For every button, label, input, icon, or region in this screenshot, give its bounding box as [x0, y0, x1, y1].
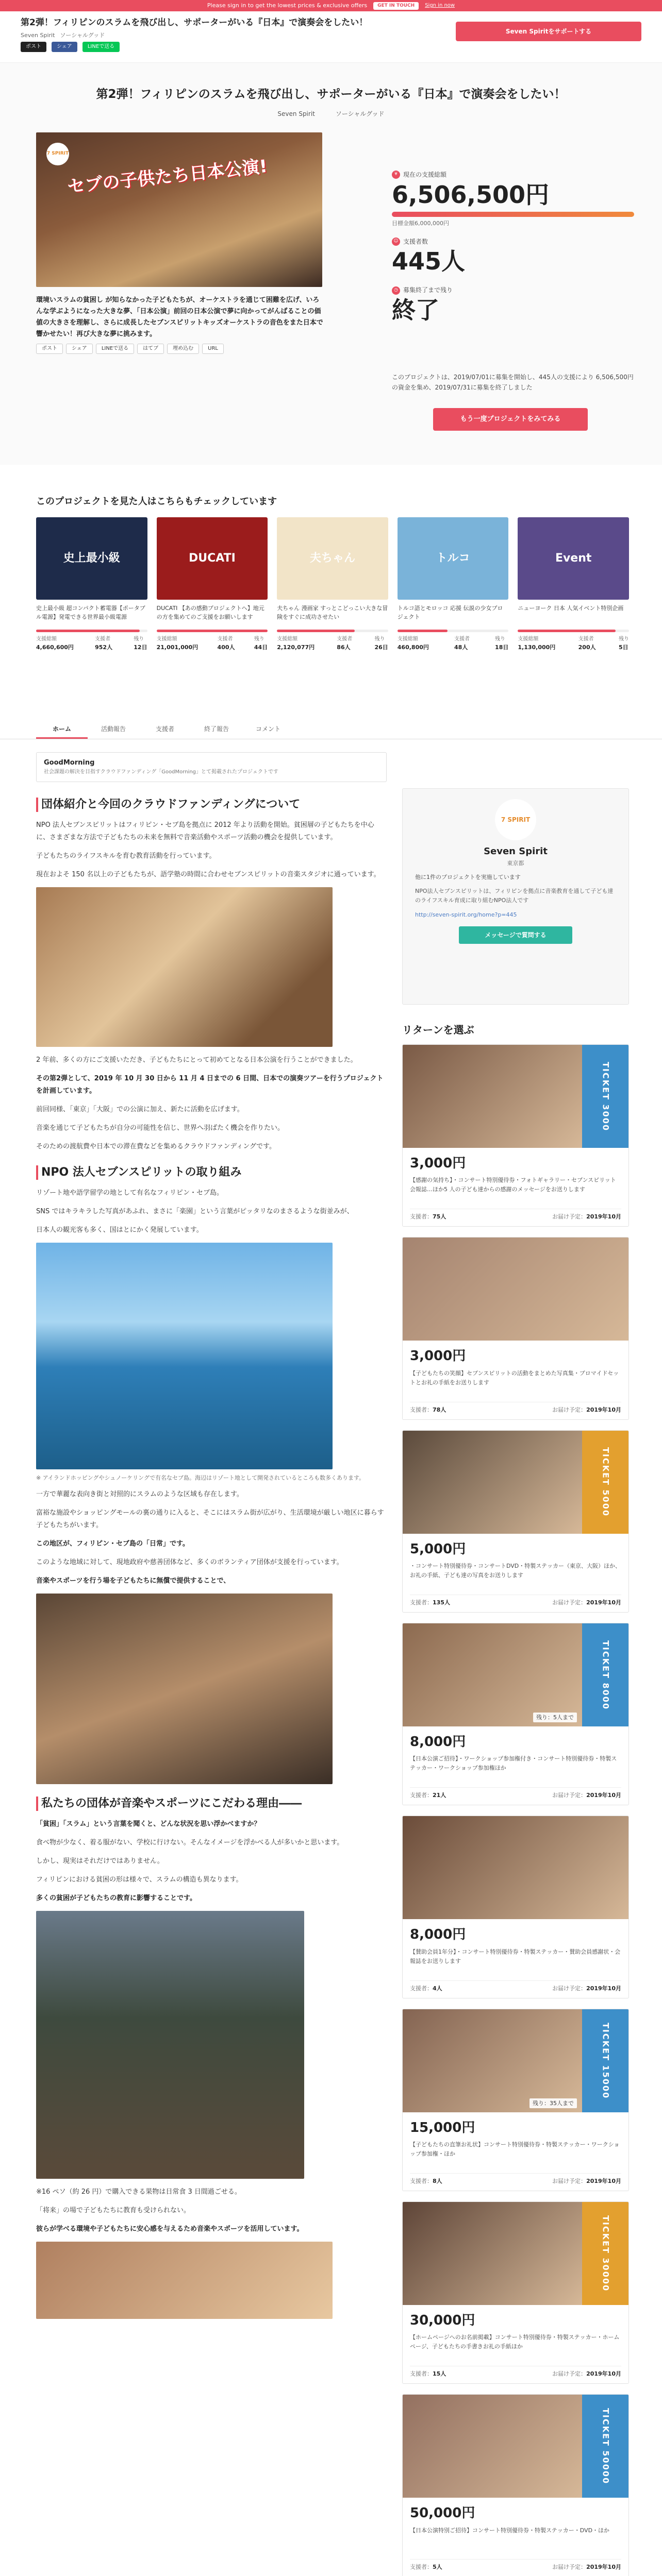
recommend-progress-fill — [36, 630, 140, 632]
body-paragraph: 彼らが学べる環境や子どもたちに安心感を与えるため音楽やスポーツを活用しています。 — [36, 2225, 304, 2233]
project-description: 環境いスラムの貧困し が知らなかった子どもたちが、オーケストラを通じて困難を広げ、いろんな学ぶようになった大きな夢、「日本公演」前回の日本公演で夢に向かってがんばることの価値の大きさを理解し、さらに成長したセブンスピリットキッズオーケストラの音色をまた日本で響かせたい！再び大きな夢に挑みます。 — [36, 296, 323, 338]
cebu-sea-photo — [36, 1243, 333, 1469]
promo-text: Please sign in to get the lowest prices & exclusive offers — [207, 2, 368, 9]
reward-supporters: 支援者：75人 — [410, 1213, 446, 1221]
header-org[interactable]: Seven Spirit — [21, 32, 55, 39]
header-line-button[interactable]: LINEで送る — [82, 42, 120, 52]
reward-limit: 残り：5人まで — [533, 1713, 577, 1722]
goodmorning-title: GoodMorning — [44, 759, 95, 767]
recommend-amount: 支援総額 2,120,077円 — [277, 636, 315, 651]
project-meta — [31, 109, 631, 119]
recommend-thumb-label: 夫ちゃん — [309, 551, 355, 565]
reward-description: 【子どもたちの笑顔】セブンスピリットの活動をまとめた写真集・ブロマイドセットとお礼の手紙をお送りします — [410, 1369, 619, 1386]
reward-description: 【ホームページへのお名前掲載】コンサート特別優待券・特製ステッカー・ホームページ、子どもたちの手書きお礼の手紙ほか — [410, 2334, 620, 2350]
reward-body — [403, 1726, 628, 1805]
bottom-photo — [36, 2242, 333, 2319]
project-title: 第2弾！フィリピンのスラムを飛び出し、サポーターがいる『日本』で演奏会をしたい！ — [96, 88, 566, 101]
header-share-button[interactable]: シェア — [52, 42, 77, 52]
recommend-amount: 支援総額 1,130,000円 — [518, 636, 556, 651]
recommend-remaining: 残り 26日 — [374, 636, 388, 651]
reward-image — [403, 1238, 628, 1341]
message-question-button[interactable]: メッセージで質問する — [459, 926, 572, 944]
reward-body — [403, 2498, 628, 2576]
organizer-website-link[interactable]: http://seven-spirit.org/home?p=445 — [415, 911, 517, 918]
reward-ticket-badge: TICKET 50000 — [582, 2395, 628, 2498]
organizer-location: 東京都 — [507, 859, 524, 867]
body-paragraph: 現在およそ 150 名以上の子どもたちが、語学塾の時間に合わせセブンスピリットの音楽スタジオに通っています。 — [36, 870, 380, 878]
body-paragraph: その第2弾として、2019 年 10 月 30 日から 11 月 4 日までの 6 日間、日本での演奏ツアーを行うプロジェクトを計画しています。 — [36, 1074, 384, 1095]
reward-footer — [410, 1980, 621, 1993]
rewards-list — [402, 1044, 629, 2576]
raised-label: ¥ 現在の支援総額 — [392, 170, 634, 180]
reward-limit: 残り：35人まで — [529, 2098, 577, 2108]
recommend-progress-fill — [518, 630, 616, 632]
reward-card[interactable] — [402, 1430, 629, 1613]
seven-spirit-logo: 7 SPIRIT — [46, 143, 69, 165]
recommend-stats — [518, 635, 629, 652]
recommend-thumbnail[interactable] — [36, 517, 147, 600]
reward-delivery: お届け予定：2019年10月 — [552, 2178, 621, 2185]
reward-image — [403, 2395, 628, 2498]
recommend-thumb-label: DUCATI — [188, 551, 236, 565]
time-label: ◷ 募集終了まで残り — [392, 285, 634, 295]
recommend-amount: 支援総額 21,001,000円 — [156, 636, 198, 651]
reward-description: 【日本公演ご招待】・ワークショップ参加権付き・コンサート特別優待券・特製ステッカー・ワークショップ参加権ほか — [410, 1755, 617, 1772]
share-facebook-button[interactable]: シェア — [66, 344, 93, 354]
recommend-stats — [398, 635, 509, 652]
backers-count: 445人 — [392, 247, 466, 276]
reward-description: 【日本公演特別ご招待】コンサート特別優待券・特製ステッカー・DVD・ほか — [410, 2527, 610, 2534]
goal-amount: 目標金額6,000,000円 — [392, 219, 449, 227]
reward-delivery: お届け予定：2019年10月 — [552, 1985, 621, 1992]
reward-body — [403, 1919, 628, 1997]
share-url-button[interactable]: URL — [202, 344, 224, 354]
tab-comments[interactable]: コメント — [255, 725, 280, 733]
recommend-thumb-label: トルコ — [436, 551, 470, 565]
photo-caption: ※ アイランドホッピングやシュノーケリングで有名なセブ島。海辺はリゾート地として開発されているところも数多くあります。 — [36, 1474, 365, 1481]
reward-delivery: お届け予定：2019年10月 — [552, 1792, 621, 1799]
reward-ticket-badge: TICKET 15000 — [582, 2009, 628, 2112]
header-share-row — [21, 42, 641, 52]
body-paragraph: リゾート地や語学留学の地として有名なフィリピン・セブ島。 — [36, 1189, 223, 1197]
body-paragraph: NPO 法人セブンスピリットはフィリピン・セブ島を拠点に 2012 年より活動を開始。貧困層の子どもたちを中心に、さまざまな方法で子どもたちの未来を無料で音楽活動やスポーツ活動の機会を提供しています。 — [36, 821, 374, 841]
backers-label: ☺ 支援者数 — [392, 237, 634, 247]
reward-ticket-badge: TICKET 5000 — [582, 1431, 628, 1534]
reward-body — [403, 1534, 628, 1612]
recommend-stats — [157, 635, 268, 652]
reward-card[interactable] — [402, 2394, 629, 2576]
recommend-backers: 支援者 200人 — [578, 636, 596, 651]
project-hero — [0, 63, 662, 465]
project-tabs — [0, 719, 662, 739]
project-banner-text: セブの子供たち日本公演! — [66, 156, 269, 198]
recommend-thumb-label: 史上最小級 — [63, 551, 120, 565]
promo-cta-button[interactable]: GET IN TOUCH — [373, 2, 419, 10]
body-paragraph: 子どもたちのライフスキルを育む教育活動を行っています。 — [36, 852, 216, 860]
goodmorning-text: 社会課題の解決を目指すクラウドファンディング「GoodMorning」とて掲載されたプロジェクトです — [44, 769, 278, 775]
organizer-name[interactable]: Seven Spirit — [484, 846, 548, 857]
recommend-amount: 支援総額 4,660,600円 — [36, 636, 74, 651]
recommend-thumbnail[interactable] — [398, 517, 509, 600]
recommend-stats — [36, 635, 147, 652]
body-paragraph: 音楽やスポーツを行う場を子どもたちに無償で提供することで、 — [36, 1577, 230, 1585]
rewards-heading: リターンを選ぶ — [402, 1024, 474, 1036]
recommend-title[interactable]: ニューヨーク 日本 人気イベント特別企画 — [518, 604, 624, 612]
recommend-card[interactable] — [398, 517, 509, 652]
reward-image — [403, 2009, 628, 2112]
reward-description: 【子どもたちの直筆お礼状】コンサート特別優待券・特製ステッカー・ワークショップ参加権・ほか — [410, 2141, 620, 2158]
project-owner[interactable]: Seven Spirit — [277, 110, 315, 117]
recommend-progress — [398, 630, 509, 632]
reward-delivery: お届け予定：2019年10月 — [552, 1213, 621, 1221]
body-paragraph: 食べ物が少なく、着る服がない、学校に行けない。そんなイメージを浮かべる人が多いかと思います。 — [36, 1838, 344, 1846]
reward-body — [403, 1148, 628, 1226]
project-body — [36, 752, 387, 2326]
body-paragraph: 前回同様、「東京」「大阪」での公演に加え、新たに活動を広げます。 — [36, 1105, 244, 1113]
reward-delivery: お届け予定：2019年10月 — [552, 2563, 621, 2570]
reward-supporters: 支援者：8人 — [410, 2178, 442, 2185]
reward-delivery: お届け予定：2019年10月 — [552, 1599, 621, 1606]
header-title: 第2弾！フィリピンのスラムを飛び出し、サポーターがいる『日本』で演奏会をしたい！ — [21, 18, 368, 28]
tab-home[interactable]: ホーム — [36, 719, 88, 739]
header-support-button[interactable]: Seven Spiritをサポートする — [456, 22, 641, 41]
reward-footer — [410, 2559, 621, 2571]
recommend-remaining: 残り 44日 — [254, 636, 268, 651]
recommend-thumbnail[interactable] — [518, 517, 629, 600]
reward-delivery: お届け予定：2019年10月 — [552, 2370, 621, 2378]
section-heading: 団体紹介と今回のクラウドファンディングについて — [36, 798, 387, 812]
reward-card[interactable] — [402, 2009, 629, 2191]
reward-footer — [410, 1595, 621, 1607]
recommend-progress — [277, 630, 388, 632]
share-line-button[interactable]: LINEで送る — [96, 344, 134, 354]
recommend-progress — [518, 630, 629, 632]
recommend-title[interactable]: DUCATI 【あの感動プロジェクトへ】地元の方を集めてのご支援をお願いします — [156, 604, 264, 620]
recommend-backers: 支援者 86人 — [337, 636, 353, 651]
recommend-stats — [277, 635, 388, 652]
reward-delivery: お届け予定：2019年10月 — [552, 1406, 621, 1413]
project-summary-note: このプロジェクトは、2019/07/01に募集を開始し、445人の支援により 6,506,500円の資金を集め、2019/07/31に募集を終了しました — [392, 374, 634, 391]
project-main-image — [36, 132, 322, 287]
recommend-thumbnail[interactable] — [157, 517, 268, 600]
recommend-thumb-label: Event — [555, 551, 592, 565]
recommend-backers: 支援者 48人 — [454, 636, 470, 651]
recommend-progress-fill — [277, 630, 355, 632]
promo-bar — [0, 0, 662, 11]
reward-footer — [410, 1209, 621, 1221]
reward-price: 3,000円 — [410, 1348, 466, 1364]
project-category[interactable]: ソーシャルグッド — [335, 110, 385, 117]
recommend-title[interactable]: 夫ちゃん 漫画家 すっとこどっこい大きな冒険をすぐに成功させたい — [277, 604, 388, 620]
organizer-card — [402, 788, 629, 1005]
view-project-again-button[interactable]: もう一度プロジェクトをみてみる — [433, 408, 588, 431]
tab-activity[interactable]: 活動報告 — [101, 725, 126, 733]
recommend-grid — [36, 517, 629, 652]
recommend-remaining: 残り 12日 — [134, 636, 147, 651]
organizer-logo: 7 SPIRIT — [495, 799, 536, 840]
reward-card[interactable] — [402, 2201, 629, 2384]
reward-body — [403, 2305, 628, 2383]
body-paragraph: ※16 ペソ（約 26 円）で購入できる果物は日常食 3 日間過ごせる。 — [36, 2188, 241, 2196]
recommend-backers: 支援者 400人 — [217, 636, 235, 651]
body-paragraph: 「貧困」「スラム」という言葉を聞くと、どんな状況を思い浮かべますか？ — [36, 1820, 261, 1828]
body-paragraph: しかし、現実はそれだけではありません。 — [36, 1857, 164, 1865]
recommendations — [36, 495, 629, 652]
recommend-thumbnail[interactable] — [277, 517, 388, 600]
share-hatena-button[interactable]: はてブ — [137, 344, 164, 354]
reward-footer — [410, 2173, 621, 2185]
project-stats — [392, 161, 634, 325]
reward-image — [403, 1816, 628, 1919]
reward-price: 50,000円 — [410, 2505, 475, 2521]
reward-body — [403, 1341, 628, 1419]
recommend-progress-fill — [157, 630, 268, 632]
reward-price: 30,000円 — [410, 2313, 475, 2329]
progress-bar — [392, 212, 634, 217]
reward-footer — [410, 2366, 621, 2378]
body-paragraph: 2 年前、多くの方にご支援いただき、子どもたちにとって初めてとなる日本公演を行うことができました。 — [36, 1056, 357, 1064]
slum-alley-photo — [36, 1911, 304, 2179]
body-paragraph: この地区が、フィリピン・セブ島の「日常」です。 — [36, 1539, 189, 1548]
reward-image — [403, 1623, 628, 1726]
body-paragraph: フィリピンにおける貧困の形は様々で、スラムの構造も異なります。 — [36, 1875, 243, 1884]
person-icon: ☺ — [392, 238, 400, 246]
reward-supporters: 支援者：15人 — [410, 2370, 446, 2378]
children-photo — [36, 1594, 333, 1784]
header-category[interactable]: ソーシャルグッド — [60, 32, 105, 39]
reward-card[interactable] — [402, 1623, 629, 1805]
recommend-progress-fill — [398, 630, 448, 632]
share-post-button[interactable]: ポスト — [36, 344, 63, 354]
reward-supporters: 支援者：5人 — [410, 2563, 442, 2570]
body-paragraph: そのための渡航費や日本での滞在費などを集めるクラウドファンディングです。 — [36, 1142, 276, 1150]
tab-supporters[interactable]: 支援者 — [155, 725, 174, 733]
reward-ticket-badge: TICKET 3000 — [582, 1045, 628, 1148]
reward-price: 8,000円 — [410, 1927, 466, 1943]
goodmorning-box — [36, 752, 387, 782]
tab-final-report[interactable]: 終了報告 — [204, 725, 229, 733]
reward-image — [403, 2202, 628, 2305]
reward-price: 5,000円 — [410, 1541, 466, 1557]
promo-signin-link[interactable]: Sign in now — [425, 3, 455, 9]
recommend-backers: 支援者 952人 — [95, 636, 113, 651]
reward-card[interactable] — [402, 1816, 629, 1998]
progress-fill — [392, 212, 634, 217]
clock-icon: ◷ — [392, 286, 400, 295]
reward-ticket-badge: TICKET 8000 — [582, 1623, 628, 1726]
reward-image — [403, 1045, 628, 1148]
recommend-title[interactable]: トルコ語とモロッコ 応援 伝説の少女プロジェクト — [397, 604, 503, 620]
reward-body — [403, 2112, 628, 2191]
recommend-card[interactable] — [277, 517, 388, 652]
organizer-other-projects[interactable]: 他に1件のプロジェクトを実施しています — [415, 873, 521, 880]
body-paragraph: 「将来」の場で子どもたちに教育も受けられない。 — [36, 2206, 191, 2214]
reward-image — [403, 1431, 628, 1534]
body-paragraph: このような地域に対して、現地政府や慈善団体など、多くのボランティア団体が支援を行っています。 — [36, 1558, 343, 1566]
body-paragraph: 富裕な施設やショッピングモールの裏の通りに入ると、そこにはスラム街が広がり、生活環境が厳しい地区に暮らす子どもたちがいます。 — [36, 1509, 384, 1529]
body-paragraph: 多くの貧困が子どもたちの教育に影響することです。 — [36, 1894, 196, 1902]
sticky-header — [0, 11, 662, 63]
reward-supporters: 支援者：4人 — [410, 1985, 442, 1992]
share-buttons — [36, 344, 224, 354]
reward-price: 8,000円 — [410, 1734, 466, 1750]
reward-supporters: 支援者：78人 — [410, 1406, 446, 1413]
reward-description: 【感謝の気持ち】・コンサート特別優待券・フォトギャラリー・セブンスピリット会報誌…ほか5 人の子ども達からの感謝のメッセージをお送りします — [410, 1177, 616, 1193]
organizer-description: NPO法人セブンスピリットは、フィリピンを拠点に音楽教育を通して子ども達のライフスキル育成に取り組むNPO法人です — [415, 887, 614, 904]
recommend-card[interactable] — [518, 517, 629, 652]
body-paragraph: 日本人の観光客も多く、国はとにかく発展しています。 — [36, 1226, 203, 1234]
reward-description: 【賛助会員1年分】・コンサート特別優待券・特製ステッカー・賛助会員感謝状・会報誌をお送りします — [410, 1948, 621, 1964]
recommend-progress — [157, 630, 268, 632]
recommend-remaining: 残り 18日 — [495, 636, 509, 651]
reward-description: ・コンサート特別優待券・コンサートDVD・特製ステッカー（東京、大阪）ほか、お礼の手紙、子ども達の写真をお送りします — [410, 1562, 621, 1579]
body-paragraph: 音楽を通じて子どもたちが自分の可能性を信じ、世界へ羽ばたく機会を作りたい。 — [36, 1124, 285, 1132]
reward-price: 3,000円 — [410, 1156, 466, 1171]
reward-ticket-badge: TICKET 30000 — [582, 2202, 628, 2305]
reward-supporters: 支援者：21人 — [410, 1792, 446, 1799]
sidebar — [402, 788, 629, 2576]
recommend-card[interactable] — [36, 517, 147, 652]
recommend-remaining: 残り 5日 — [618, 636, 629, 651]
recommend-title[interactable]: 史上最小級 超コンパクト蓄電器【ポータブル電源】発電できる世界最小級電源 — [36, 604, 145, 620]
header-post-button[interactable]: ポスト — [21, 42, 46, 52]
raised-amount: 6,506,500円 — [392, 180, 549, 209]
recommend-progress — [36, 630, 147, 632]
reward-footer — [410, 1787, 621, 1800]
recommend-card[interactable] — [157, 517, 268, 652]
reward-card[interactable] — [402, 1044, 629, 1227]
body-paragraph: 一方で華麗な表向き街と対照的にスラムのような区域も存在します。 — [36, 1490, 243, 1498]
section-heading: 私たちの団体が音楽やスポーツにこだわる理由―― — [36, 1797, 387, 1811]
share-embed-button[interactable]: 埋め込む — [167, 344, 199, 354]
recommend-amount: 支援総額 460,800円 — [397, 636, 429, 651]
reward-price: 15,000円 — [410, 2120, 475, 2136]
reward-footer — [410, 1402, 621, 1414]
orchestra-photo — [36, 887, 333, 1047]
reward-supporters: 支援者：135人 — [410, 1599, 450, 1606]
body-paragraph: SNS ではキラキラした写真があふれ、まさに「楽園」という言葉がピッタリなのまさるような街並みが、 — [36, 1207, 354, 1215]
section-heading: NPO 法人セブンスピリットの取り組み — [36, 1165, 387, 1180]
reward-card[interactable] — [402, 1237, 629, 1419]
coin-icon: ¥ — [392, 171, 400, 179]
time-remaining: 終了 — [392, 296, 439, 324]
recommend-heading: このプロジェクトを見た人はこちらもチェックしています — [36, 496, 277, 507]
